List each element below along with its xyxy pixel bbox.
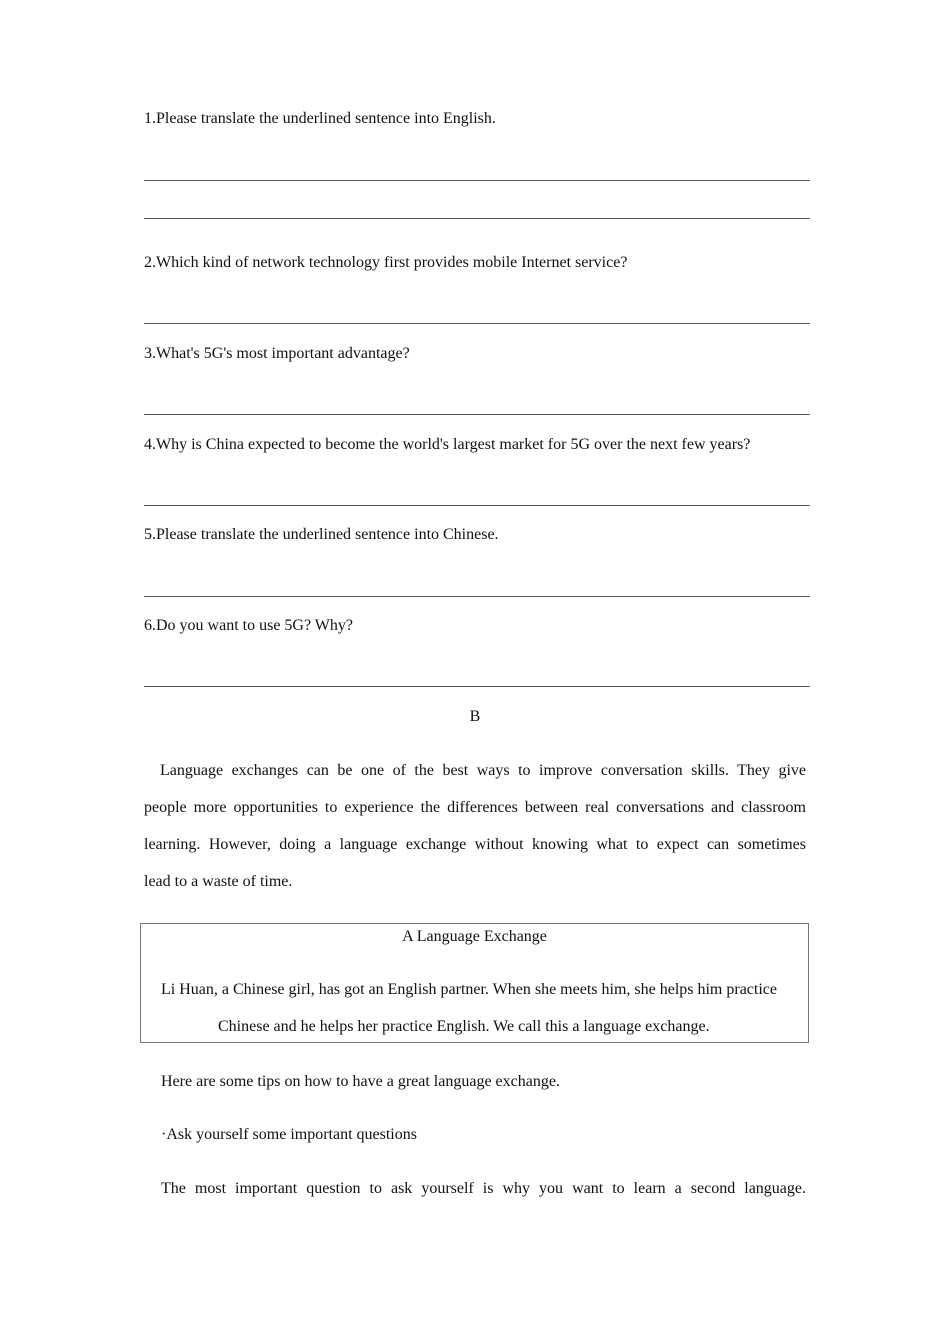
answer-line xyxy=(144,218,810,219)
intro-line-4: lead to a waste of time. xyxy=(144,873,293,890)
tips-intro: Here are some tips on how to have a great language exchange. xyxy=(161,1073,560,1090)
question-2: 2.Which kind of network technology first provides mobile Internet service? xyxy=(144,254,628,271)
box-title: A Language Exchange xyxy=(402,928,547,945)
question-5: 5.Please translate the underlined sentence into Chinese. xyxy=(144,526,499,543)
tip-heading: ·Ask yourself some important questions xyxy=(161,1126,417,1143)
answer-line xyxy=(144,180,810,181)
answer-line xyxy=(144,686,810,687)
question-4: 4.Why is China expected to become the world's largest market for 5G over the next few years? xyxy=(144,436,751,453)
answer-line xyxy=(144,505,810,506)
box-line-2: Chinese and he helps her practice English. We call this a language exchange. xyxy=(218,1018,710,1035)
question-1: 1.Please translate the underlined sentence into English. xyxy=(144,110,496,127)
answer-line xyxy=(144,323,810,324)
intro-line-3: learning. However, doing a language exchange without knowing what to expect can sometimes xyxy=(144,836,806,853)
answer-line xyxy=(144,596,810,597)
answer-line xyxy=(144,414,810,415)
intro-line-1: Language exchanges can be one of the best ways to improve conversation skills. They give xyxy=(160,762,806,779)
box-line-1: Li Huan, a Chinese girl, has got an English partner. When she meets him, she helps him practice xyxy=(161,981,777,998)
tip-line: The most important question to ask yourself is why you want to learn a second language. xyxy=(161,1180,806,1197)
question-6: 6.Do you want to use 5G? Why? xyxy=(144,617,353,634)
section-heading: B xyxy=(469,708,481,725)
question-3: 3.What's 5G's most important advantage? xyxy=(144,345,410,362)
intro-line-2: people more opportunities to experience the differences between real conversations and classroom xyxy=(144,799,806,816)
